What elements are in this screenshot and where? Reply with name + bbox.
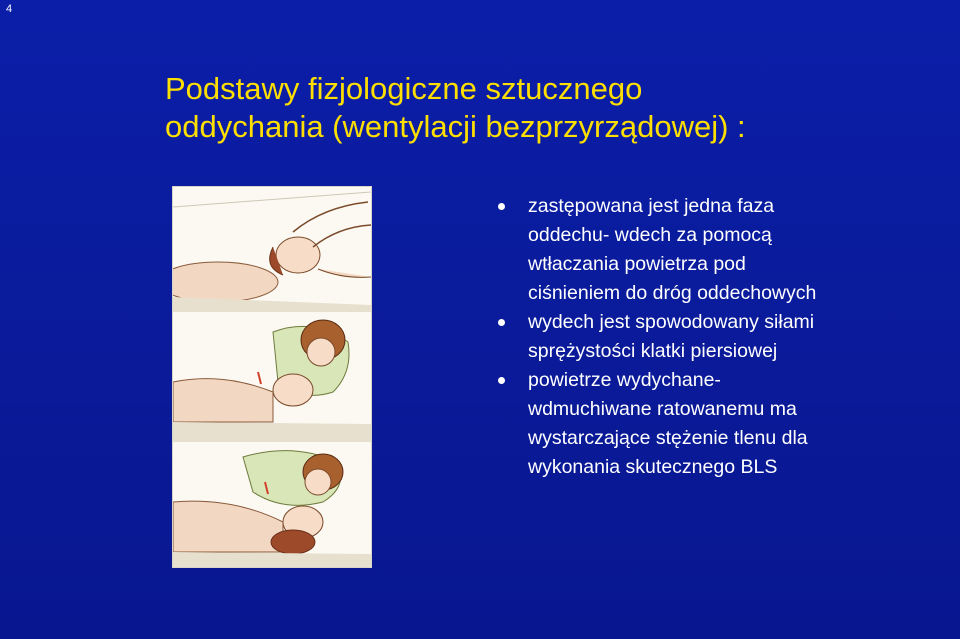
bullet-line: sprężystości klatki piersiowej [528, 340, 778, 362]
bullet-list [496, 192, 936, 482]
bullet-dot-icon [498, 377, 505, 384]
cpr-illustration-drawing [173, 187, 371, 567]
panel-mouth-to-mouth [173, 312, 371, 442]
slide-title-line-2: oddychania (wentylacji bezprzyrządowej) : [165, 109, 746, 144]
bullet-line: powietrze wydychane- [528, 369, 721, 391]
slide-title [165, 70, 925, 146]
bullet-line: wystarczające stężenie tlenu dla [528, 427, 808, 449]
panel-exhalation-check [173, 442, 371, 567]
bullet-line: wydech jest spowodowany siłami [528, 311, 815, 333]
bullet-line: oddechu- wdech za pomocą [528, 224, 772, 246]
bullet-line: wdmuchiwane ratowanemu ma [528, 398, 797, 420]
bullet-item [496, 308, 936, 366]
cpr-illustration [172, 186, 372, 568]
slide-title-line-1: Podstawy fizjologiczne sztucznego [165, 71, 643, 106]
panel-head-tilt [173, 187, 371, 312]
slide-number: 4 [6, 3, 13, 15]
bullet-line: wtłaczania powietrza pod [528, 253, 746, 275]
bullet-dot-icon [498, 203, 505, 210]
bullet-item [496, 192, 936, 308]
bullet-line: ciśnieniem do dróg oddechowych [528, 282, 817, 304]
bullet-dot-icon [498, 319, 505, 326]
bullet-line: wykonania skutecznego BLS [528, 456, 778, 478]
bullet-line: zastępowana jest jedna faza [528, 195, 775, 217]
bullet-item [496, 366, 936, 482]
